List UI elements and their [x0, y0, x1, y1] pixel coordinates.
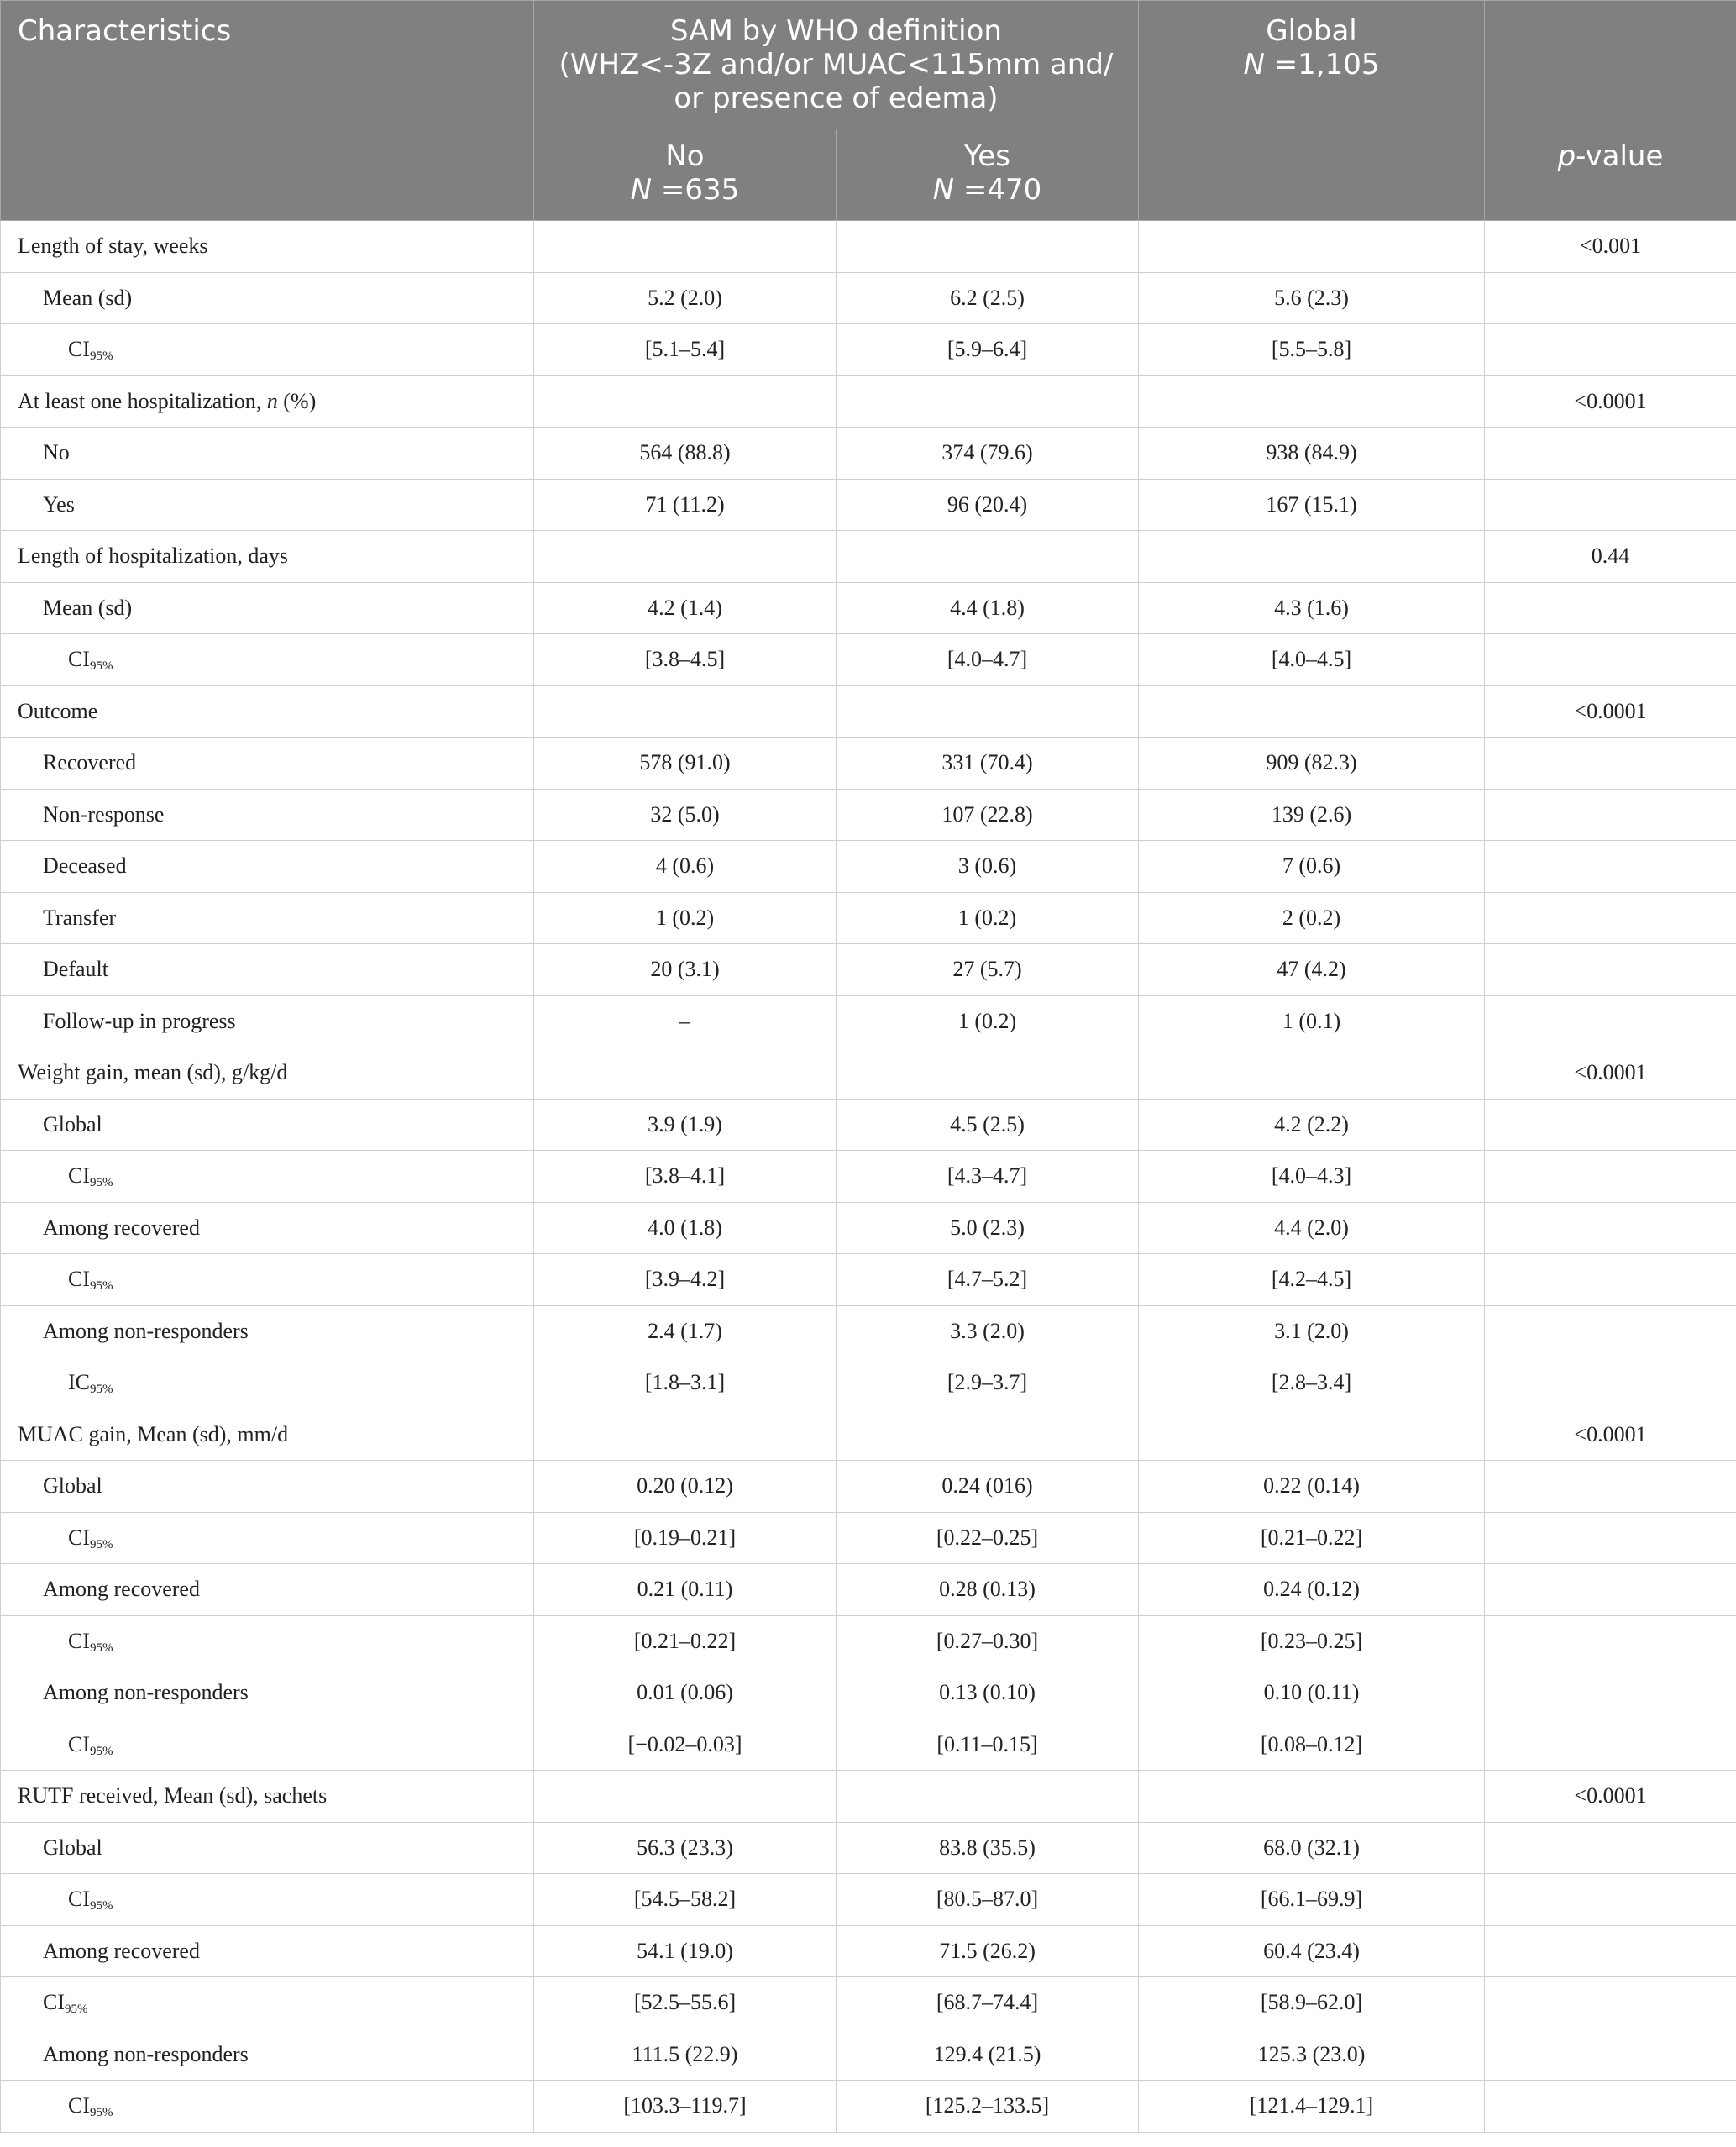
table-row: [1, 634, 1736, 686]
cell-global: [0.08–0.12]: [1139, 1719, 1485, 1771]
cell-pvalue: [1485, 738, 1736, 790]
cell-yes: 0.24 (016): [837, 1461, 1139, 1513]
cell-yes: [4.0–4.7]: [837, 634, 1139, 686]
cell-no: 111.5 (22.9): [534, 2029, 837, 2081]
table-row: [1, 738, 1736, 790]
cell-global: 139 (2.6): [1139, 789, 1485, 841]
cell-pvalue: <0.0001: [1485, 1771, 1736, 1823]
row-label: Length of stay, weeks: [1, 221, 534, 273]
cell-global: 60.4 (23.4): [1139, 1925, 1485, 1977]
row-label: Among recovered: [1, 1202, 534, 1254]
cell-global: 68.0 (32.1): [1139, 1822, 1485, 1874]
cell-no: [534, 375, 837, 428]
cell-pvalue: [1485, 841, 1736, 893]
cell-pvalue: [1485, 995, 1736, 1047]
cell-pvalue: [1485, 428, 1736, 480]
cell-pvalue: [1485, 1151, 1736, 1203]
cell-global: 938 (84.9): [1139, 428, 1485, 480]
cell-global: [0.23–0.25]: [1139, 1615, 1485, 1667]
cell-yes: [4.7–5.2]: [837, 1254, 1139, 1306]
table-row: [1, 1461, 1736, 1513]
header-no-label: No: [665, 139, 705, 173]
cell-yes: [125.2–133.5]: [837, 2081, 1139, 2133]
cell-pvalue: <0.0001: [1485, 1047, 1736, 1100]
cell-yes: [837, 531, 1139, 583]
cell-global: [121.4–129.1]: [1139, 2081, 1485, 2133]
table-row: [1, 221, 1736, 273]
cell-pvalue: [1485, 1874, 1736, 1926]
cell-global: [1139, 1409, 1485, 1461]
cell-yes: 6.2 (2.5): [837, 272, 1139, 324]
table-body: [1, 221, 1736, 2133]
header-sam-line2: (WHZ<-3Z and/or MUAC<115mm and/: [559, 48, 1114, 81]
cell-global: 167 (15.1): [1139, 479, 1485, 531]
cell-no: 0.20 (0.12): [534, 1461, 837, 1513]
table-row: [1, 944, 1736, 996]
table-row: [1, 1564, 1736, 1616]
cell-yes: 4.4 (1.8): [837, 582, 1139, 634]
cell-pvalue: [1485, 1305, 1736, 1357]
table-row: [1, 582, 1736, 634]
cell-global: 0.10 (0.11): [1139, 1667, 1485, 1719]
cell-global: [1139, 685, 1485, 738]
cell-no: [3.8–4.1]: [534, 1151, 837, 1203]
row-label: Weight gain, mean (sd), g/kg/d: [1, 1047, 534, 1100]
row-label: RUTF received, Mean (sd), sachets: [1, 1771, 534, 1823]
cell-no: [1.8–3.1]: [534, 1357, 837, 1409]
row-label: $CI_{95\%}$: [1, 1254, 534, 1306]
cell-yes: 27 (5.7): [837, 944, 1139, 996]
header-pvalue: p-value: [1485, 129, 1736, 221]
header-sam-line3: or presence of edema): [674, 81, 999, 115]
cell-pvalue: [1485, 1357, 1736, 1409]
cell-no: 564 (88.8): [534, 428, 837, 480]
table-row: [1, 685, 1736, 738]
cell-global: [1139, 221, 1485, 273]
cell-yes: 0.28 (0.13): [837, 1564, 1139, 1616]
table-row: [1, 272, 1736, 324]
row-label: Default: [1, 944, 534, 996]
cell-no: [534, 1409, 837, 1461]
cell-global: 3.1 (2.0): [1139, 1305, 1485, 1357]
row-label: Global: [1, 1099, 534, 1151]
cell-yes: [5.9–6.4]: [837, 324, 1139, 376]
cell-pvalue: [1485, 1099, 1736, 1151]
cell-yes: [837, 1771, 1139, 1823]
cell-pvalue: [1485, 1254, 1736, 1306]
table-row: [1, 2081, 1736, 2133]
header-sam-definition: [534, 1, 1139, 129]
row-label: $CI_{95\%}$: [1, 1151, 534, 1203]
cell-pvalue: [1485, 324, 1736, 376]
cell-no: 56.3 (23.3): [534, 1822, 837, 1874]
cell-no: 1 (0.2): [534, 892, 837, 944]
cell-no: [−0.02–0.03]: [534, 1719, 837, 1771]
cell-no: [3.9–4.2]: [534, 1254, 837, 1306]
cell-yes: 0.13 (0.10): [837, 1667, 1139, 1719]
row-label: Outcome: [1, 685, 534, 738]
cell-global: [4.0–4.5]: [1139, 634, 1485, 686]
row-label: At least one hospitalization, n (%): [1, 375, 534, 428]
cell-pvalue: [1485, 582, 1736, 634]
cell-yes: [0.22–0.25]: [837, 1512, 1139, 1564]
cell-yes: 4.5 (2.5): [837, 1099, 1139, 1151]
cell-global: 7 (0.6): [1139, 841, 1485, 893]
header-global-n: N =1,105: [1243, 48, 1380, 81]
cell-no: 2.4 (1.7): [534, 1305, 837, 1357]
table-row: [1, 892, 1736, 944]
table-row: [1, 1357, 1736, 1409]
table-row: [1, 995, 1736, 1047]
cell-pvalue: <0.001: [1485, 221, 1736, 273]
cell-yes: 374 (79.6): [837, 428, 1139, 480]
table-row: [1, 1615, 1736, 1667]
row-label: Recovered: [1, 738, 534, 790]
cell-yes: [837, 1409, 1139, 1461]
table-row: [1, 1254, 1736, 1306]
cell-global: 47 (4.2): [1139, 944, 1485, 996]
table-row: [1, 1305, 1736, 1357]
header-yes-label: Yes: [964, 139, 1010, 173]
cell-no: [534, 221, 837, 273]
row-label: $CI_{95\%}$: [1, 1874, 534, 1926]
cell-yes: 3.3 (2.0): [837, 1305, 1139, 1357]
cell-no: [5.1–5.4]: [534, 324, 837, 376]
row-label: MUAC gain, Mean (sd), mm/d: [1, 1409, 534, 1461]
cell-no: 3.9 (1.9): [534, 1099, 837, 1151]
header-characteristics: Characteristics: [1, 1, 534, 221]
cell-global: 4.2 (2.2): [1139, 1099, 1485, 1151]
cell-pvalue: [1485, 1977, 1736, 2029]
cell-yes: 5.0 (2.3): [837, 1202, 1139, 1254]
cell-global: [0.21–0.22]: [1139, 1512, 1485, 1564]
row-label: Among recovered: [1, 1564, 534, 1616]
table-row: [1, 1667, 1736, 1719]
cell-global: [4.2–4.5]: [1139, 1254, 1485, 1306]
cell-no: 5.2 (2.0): [534, 272, 837, 324]
cell-no: 4.0 (1.8): [534, 1202, 837, 1254]
cell-pvalue: <0.0001: [1485, 1409, 1736, 1461]
cell-pvalue: [1485, 2029, 1736, 2081]
cell-yes: 107 (22.8): [837, 789, 1139, 841]
cell-no: 4.2 (1.4): [534, 582, 837, 634]
cell-no: 71 (11.2): [534, 479, 837, 531]
cell-no: 4 (0.6): [534, 841, 837, 893]
table-row: [1, 1151, 1736, 1203]
row-label: Deceased: [1, 841, 534, 893]
cell-yes: 96 (20.4): [837, 479, 1139, 531]
table-row: [1, 1771, 1736, 1823]
cell-global: [2.8–3.4]: [1139, 1357, 1485, 1409]
row-label: Mean (sd): [1, 272, 534, 324]
table-row: [1, 1512, 1736, 1564]
row-label: $CI_{95\%}$: [1, 324, 534, 376]
row-label: $CI_{95\%}$: [1, 1719, 534, 1771]
cell-yes: 331 (70.4): [837, 738, 1139, 790]
row-label: $IC_{95\%}$: [1, 1357, 534, 1409]
cell-global: 1 (0.1): [1139, 995, 1485, 1047]
header-global-label: Global: [1266, 14, 1357, 48]
cell-no: [534, 531, 837, 583]
table-row: [1, 1822, 1736, 1874]
cell-pvalue: [1485, 1822, 1736, 1874]
row-label: Among non-responders: [1, 1305, 534, 1357]
cell-yes: [837, 221, 1139, 273]
cell-no: [0.19–0.21]: [534, 1512, 837, 1564]
cell-pvalue: [1485, 479, 1736, 531]
cell-yes: 71.5 (26.2): [837, 1925, 1139, 1977]
cell-pvalue: [1485, 1564, 1736, 1616]
header-yes-n: N =470: [932, 173, 1042, 207]
cell-yes: [837, 375, 1139, 428]
row-label: No: [1, 428, 534, 480]
cell-no: 32 (5.0): [534, 789, 837, 841]
header-global: [1139, 1, 1485, 221]
cell-no: 20 (3.1): [534, 944, 837, 996]
row-label: Among recovered: [1, 1925, 534, 1977]
cell-pvalue: [1485, 1925, 1736, 1977]
cell-no: [52.5–55.6]: [534, 1977, 837, 2029]
cell-yes: [0.27–0.30]: [837, 1615, 1139, 1667]
cell-global: 5.6 (2.3): [1139, 272, 1485, 324]
row-label: $CI_{95\%}$: [1, 1977, 534, 2029]
table-row: [1, 324, 1736, 376]
cell-global: [5.5–5.8]: [1139, 324, 1485, 376]
cell-pvalue: [1485, 1512, 1736, 1564]
cell-yes: [2.9–3.7]: [837, 1357, 1139, 1409]
cell-pvalue: [1485, 944, 1736, 996]
header-yes: [837, 129, 1139, 221]
cell-pvalue: <0.0001: [1485, 685, 1736, 738]
cell-global: [66.1–69.9]: [1139, 1874, 1485, 1926]
cell-yes: 3 (0.6): [837, 841, 1139, 893]
cell-no: 578 (91.0): [534, 738, 837, 790]
cell-no: [54.5–58.2]: [534, 1874, 837, 1926]
row-label: Among non-responders: [1, 2029, 534, 2081]
cell-pvalue: [1485, 1461, 1736, 1513]
cell-no: [534, 1047, 837, 1100]
table-row: [1, 1202, 1736, 1254]
cell-no: [103.3–119.7]: [534, 2081, 837, 2133]
cell-yes: 129.4 (21.5): [837, 2029, 1139, 2081]
cell-no: –: [534, 995, 837, 1047]
cell-global: 2 (0.2): [1139, 892, 1485, 944]
cell-no: [534, 1771, 837, 1823]
cell-pvalue: [1485, 1719, 1736, 1771]
cell-global: 0.22 (0.14): [1139, 1461, 1485, 1513]
row-label: Global: [1, 1461, 534, 1513]
table-row: [1, 2029, 1736, 2081]
cell-pvalue: [1485, 789, 1736, 841]
row-label: Follow-up in progress: [1, 995, 534, 1047]
cell-yes: 1 (0.2): [837, 892, 1139, 944]
table-row: [1, 1099, 1736, 1151]
cell-no: [3.8–4.5]: [534, 634, 837, 686]
row-label: Among non-responders: [1, 1667, 534, 1719]
cell-yes: [0.11–0.15]: [837, 1719, 1139, 1771]
table-row: [1, 1409, 1736, 1461]
table-row: [1, 375, 1736, 428]
cell-pvalue: 0.44: [1485, 531, 1736, 583]
row-label: Transfer: [1, 892, 534, 944]
cell-no: [534, 685, 837, 738]
cell-no: 0.21 (0.11): [534, 1564, 837, 1616]
cell-yes: [80.5–87.0]: [837, 1874, 1139, 1926]
cell-no: [0.21–0.22]: [534, 1615, 837, 1667]
cell-global: [1139, 375, 1485, 428]
cell-pvalue: [1485, 2081, 1736, 2133]
row-label: Length of hospitalization, days: [1, 531, 534, 583]
table-header: [1, 1, 1736, 221]
table-row: [1, 531, 1736, 583]
cell-no: 54.1 (19.0): [534, 1925, 837, 1977]
cell-no: 0.01 (0.06): [534, 1667, 837, 1719]
cell-yes: [68.7–74.4]: [837, 1977, 1139, 2029]
header-sam-line1: SAM by WHO definition: [670, 14, 1002, 48]
header-pvalue-top: [1485, 1, 1736, 129]
cell-global: [1139, 1771, 1485, 1823]
table-row: [1, 1977, 1736, 2029]
cell-pvalue: [1485, 272, 1736, 324]
cell-global: [58.9–62.0]: [1139, 1977, 1485, 2029]
cell-global: 0.24 (0.12): [1139, 1564, 1485, 1616]
header-no: [534, 129, 837, 221]
cell-yes: [837, 1047, 1139, 1100]
cell-pvalue: <0.0001: [1485, 375, 1736, 428]
cell-pvalue: [1485, 1615, 1736, 1667]
row-label: $CI_{95\%}$: [1, 1615, 534, 1667]
table-row: [1, 428, 1736, 480]
table-row: [1, 1047, 1736, 1100]
cell-global: 125.3 (23.0): [1139, 2029, 1485, 2081]
cell-pvalue: [1485, 634, 1736, 686]
row-label: Global: [1, 1822, 534, 1874]
row-label: Yes: [1, 479, 534, 531]
row-label: $CI_{95\%}$: [1, 634, 534, 686]
cell-global: 4.3 (1.6): [1139, 582, 1485, 634]
row-label: Non-response: [1, 789, 534, 841]
cell-pvalue: [1485, 1667, 1736, 1719]
table-row: [1, 479, 1736, 531]
row-label: $CI_{95\%}$: [1, 2081, 534, 2133]
cell-yes: [4.3–4.7]: [837, 1151, 1139, 1203]
table-row: [1, 1925, 1736, 1977]
table-row: [1, 1719, 1736, 1771]
cell-global: 4.4 (2.0): [1139, 1202, 1485, 1254]
cell-global: [4.0–4.3]: [1139, 1151, 1485, 1203]
table-row: [1, 789, 1736, 841]
cell-global: [1139, 1047, 1485, 1100]
cell-yes: 83.8 (35.5): [837, 1822, 1139, 1874]
cell-yes: 1 (0.2): [837, 995, 1139, 1047]
cell-pvalue: [1485, 1202, 1736, 1254]
header-no-n: N =635: [630, 173, 740, 207]
table-row: [1, 841, 1736, 893]
cell-pvalue: [1485, 892, 1736, 944]
cell-yes: [837, 685, 1139, 738]
cell-global: [1139, 531, 1485, 583]
row-label: $CI_{95\%}$: [1, 1512, 534, 1564]
cell-global: 909 (82.3): [1139, 738, 1485, 790]
table-row: [1, 1874, 1736, 1926]
row-label: Mean (sd): [1, 582, 534, 634]
